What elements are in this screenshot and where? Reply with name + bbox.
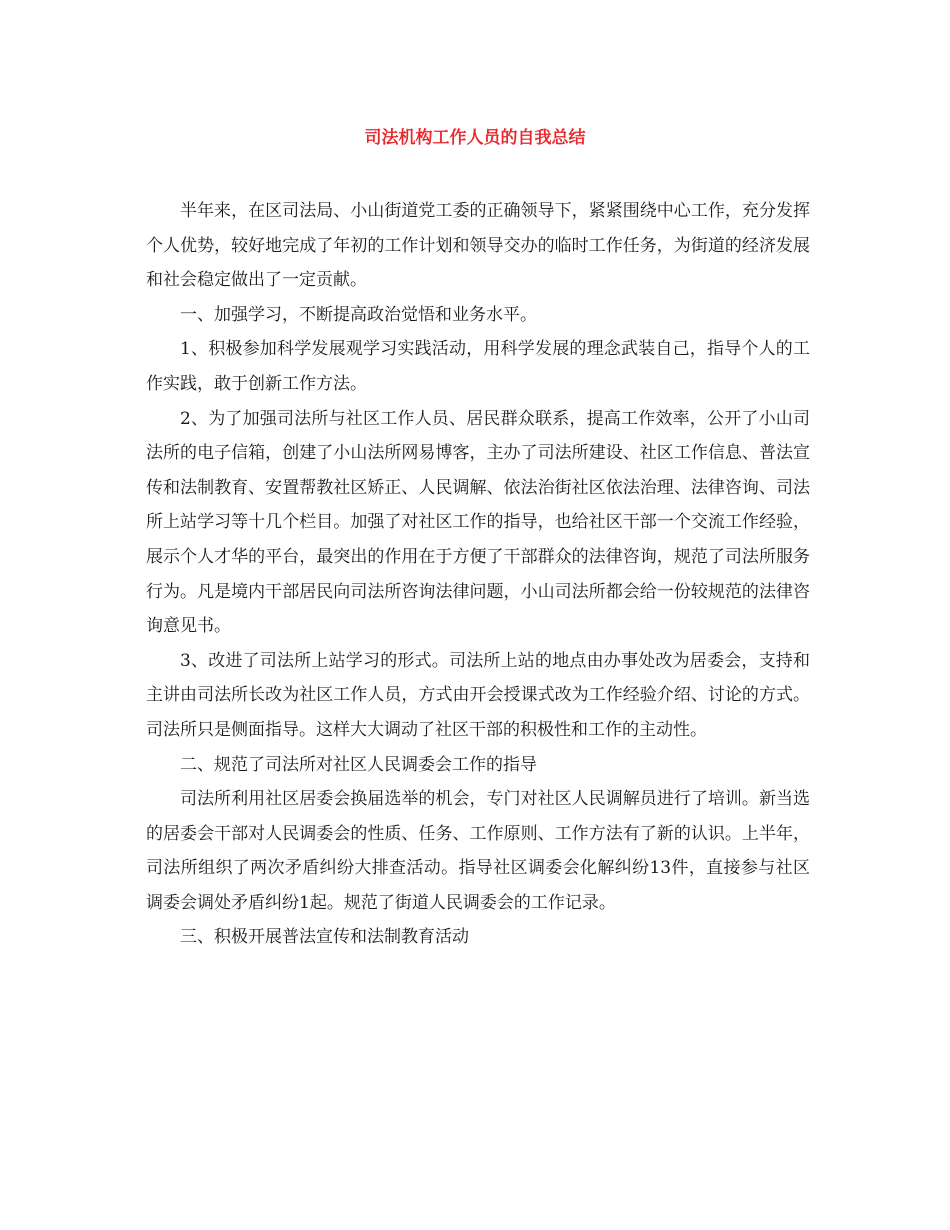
section-heading-1: 一、加强学习，不断提高政治觉悟和业务水平。 bbox=[180, 304, 537, 325]
document-title: 司法机构工作人员的自我总结 bbox=[364, 128, 586, 148]
section-heading-3: 三、积极开展普法宣传和法制教育活动 bbox=[180, 927, 469, 948]
section-heading-2: 二、规范了司法所对社区人民调委会工作的指导 bbox=[180, 754, 537, 775]
paragraph-mediation: 司法所利用社区居委会换届选举的机会，专门对社区人民调解员进行了培训。新当选的居委会干部对人民调委会的性质、任务、工作原则、工作方法有了新的认识。上半年，司法所组织了两次矛盾纠纷大排查活动。指导社区调委会化解纠纷13件，直接参与社区调委会调处矛盾纠纷1起。规范了街道人民调委会的工作记录。 bbox=[146, 789, 810, 913]
paragraph-item-3: 3、改进了司法所上站学习的形式。司法所上站的地点由办事处改为居委会，支持和主讲由司法所长改为社区工作人员，方式由开会授课式改为工作经验介绍、讨论的方式。司法所只是侧面指导。这样大大调动了社区干部的积极性和工作的主动性。 bbox=[146, 650, 810, 740]
paragraph-item-1: 1、积极参加科学发展观学习实践活动，用科学发展的理念武装自己，指导个人的工作实践，敢于创新工作方法。 bbox=[146, 339, 810, 394]
paragraph-item-2: 2、为了加强司法所与社区工作人员、居民群众联系，提高工作效率，公开了小山司法所的电子信箱，创建了小山法所网易博客，主办了司法所建设、社区工作信息、普法宣传和法制教育、安置帮教社区矫正、人民调解、依法治街社区依法治理、法律咨询、司法所上站学习等十几个栏目。加强了对社区工作的指导，也给社区干部一个交流工作经验，展示个人才华的平台，最突出的作用在于方便了干部群众的法律咨询，规范了司法所服务行为。凡是境内干部居民向司法所咨询法律问题，小山司法所都会给一份较规范的法律咨询意见书。 bbox=[146, 408, 810, 637]
document-body bbox=[146, 194, 810, 955]
paragraph-intro: 半年来，在区司法局、小山街道党工委的正确领导下，紧紧围绕中心工作，充分发挥个人优势，较好地完成了年初的工作计划和领导交办的临时工作任务，为街道的经济发展和社会稳定做出了一定贡献。 bbox=[146, 201, 810, 291]
